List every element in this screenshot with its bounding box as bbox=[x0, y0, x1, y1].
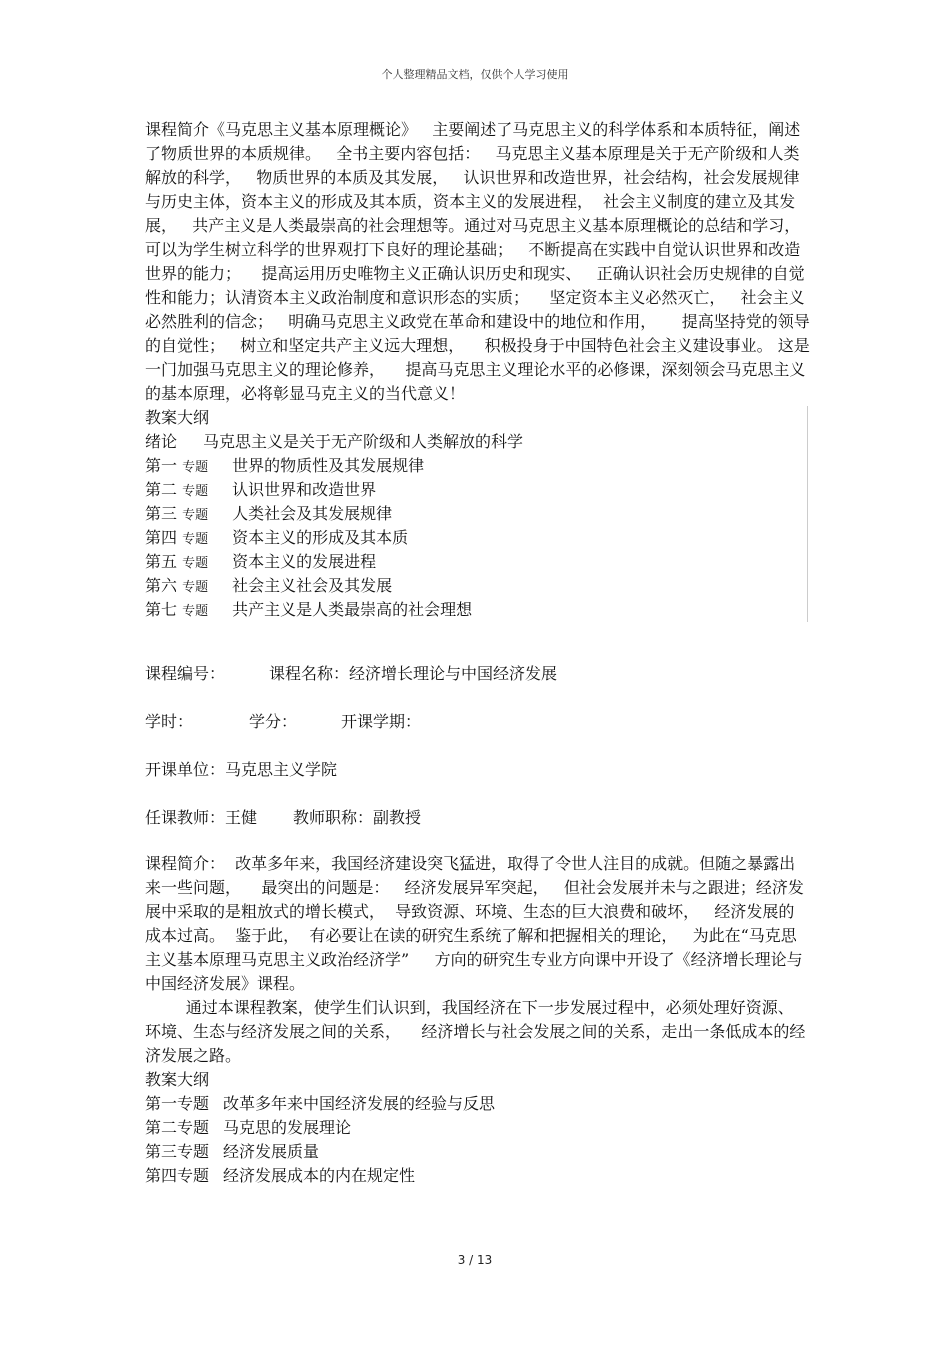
topic-num: 第二专题 bbox=[145, 1118, 210, 1137]
name-value: 经济增长理论与中国经济发展 bbox=[349, 664, 558, 683]
topic-title: 经济发展质量 bbox=[223, 1142, 320, 1161]
topic-num: 第一专题 bbox=[145, 1094, 210, 1113]
topic-title: 共产主义是人类最崇高的社会理想 bbox=[232, 600, 473, 619]
credits-label: 学分： bbox=[249, 712, 298, 731]
topic-word: 专题 bbox=[182, 484, 209, 499]
topic-num: 第三 bbox=[145, 504, 178, 523]
topic-title: 人类社会及其发展规律 bbox=[232, 504, 393, 523]
course2-outline-title: 教案大纲 bbox=[145, 1070, 210, 1089]
course2-teacher-row bbox=[145, 806, 810, 830]
unit-value: 马克思主义学院 bbox=[225, 760, 338, 779]
topic-num: 第二 bbox=[145, 480, 178, 499]
topic-title: 资本主义的发展进程 bbox=[232, 552, 377, 571]
teacher-value: 王健 bbox=[225, 808, 258, 827]
topic-word: 专题 bbox=[182, 556, 209, 571]
topic-word: 专题 bbox=[182, 460, 209, 475]
topic-num: 第一 bbox=[145, 456, 178, 475]
topic-row bbox=[145, 550, 807, 574]
course2-unit-row bbox=[145, 758, 810, 782]
topic-num: 第四 bbox=[145, 528, 178, 547]
teacher-title-label: 教师职称： bbox=[293, 808, 374, 827]
teacher-label: 任课教师： bbox=[145, 808, 226, 827]
page-header: 个人整理精品文档，仅供个人学习使用 bbox=[381, 68, 569, 81]
topic-num: 第四专题 bbox=[145, 1166, 210, 1185]
topic-row bbox=[145, 1116, 810, 1140]
course2-hours-row bbox=[145, 710, 810, 734]
document-body bbox=[145, 118, 826, 1188]
topic-row bbox=[145, 502, 807, 526]
topic-num: 第七 bbox=[145, 600, 178, 619]
topic-num: 第六 bbox=[145, 576, 178, 595]
course1-outline bbox=[145, 406, 808, 622]
topic-row bbox=[145, 574, 807, 598]
topic-row bbox=[145, 1092, 810, 1116]
code-label: 课程编号： bbox=[145, 664, 226, 683]
teacher-title-value: 副教授 bbox=[373, 808, 422, 827]
topic-num: 第五 bbox=[145, 552, 178, 571]
unit-label: 开课单位： bbox=[145, 760, 226, 779]
topic-title: 社会主义社会及其发展 bbox=[232, 576, 393, 595]
course1-outline-title: 教案大纲 bbox=[145, 408, 210, 427]
topic-word: 专题 bbox=[182, 532, 209, 547]
topic-row bbox=[145, 478, 807, 502]
topic-title: 认识世界和改造世界 bbox=[232, 480, 377, 499]
topic-row bbox=[145, 1140, 810, 1164]
intro-title: 马克思主义是关于无产阶级和人类解放的科学 bbox=[203, 432, 524, 451]
topic-title: 经济发展成本的内在规定性 bbox=[223, 1166, 416, 1185]
topic-row bbox=[145, 526, 807, 550]
topic-title: 资本主义的形成及其本质 bbox=[232, 528, 409, 547]
page-number: 3 / 13 bbox=[457, 1253, 493, 1267]
topic-title: 改革多年来中国经济发展的经验与反思 bbox=[223, 1094, 496, 1113]
topic-row bbox=[145, 598, 807, 622]
topic-row bbox=[145, 454, 807, 478]
topic-num: 第三专题 bbox=[145, 1142, 210, 1161]
course2-intro: 课程简介： 改革多年来，我国经济建设突飞猛进，取得了令世人注目的成就。但随之暴露出来一些问题， 最突出的问题是： 经济发展异军突起， 但社会发展并未与之跟进；经济发展中采取的是粗放式的增长模式， 导致资源、环境、生态的巨大浪费和破坏， 经济发展的成本过高。 鉴于此， 有必要让在读的研究生系统了解和把握相关的理论， 为此在“马克思主义基本原理马克思主义政治经济学” 方向的研究生专业方向课中开设了《经济增长理论与中国经济发展》课程。 bbox=[145, 854, 804, 993]
course2-code-row bbox=[145, 662, 810, 686]
course1-intro-line bbox=[145, 430, 807, 454]
name-label: 课程名称： bbox=[269, 664, 350, 683]
course1-intro: 课程简介《马克思主义基本原理概论》 主要阐述了马克思主义的科学体系和本质特征，阐述了物质世界的本质规律。 全书主要内容包括： 马克思主义基本原理是关于无产阶级和人类解放的科学， 物质世界的本质及其发展， 认识世界和改造世界，社会结构，社会发展规律与历史主体，资本主义的形成及其本质，资本主义的发展进程， 社会主义制度的建立及其发展， 共产主义是人类最崇高的社会理想等。通过对马克思主义基本原理概论的总结和学习， 可以为学生树立科学的世界观打下良好的理论基础； 不断提高在实践中自觉认识世界和改造世界的能力； 提高运用历史唯物主义正确认识历史和现实、 正确认识社会历史规律的自觉性和能力；认清资本主义政治制度和意识形态的实质； 坚定资本主义必然灭亡， 社会主义必然胜利的信念； 明确马克思主义政党在革命和建设中的地位和作用， 提高坚持党的领导的自觉性； 树立和坚定共产主义远大理想， 积极投身于中国特色社会主义建设事业。 这是一门加强马克思主义的理论修养， 提高马克思主义理论水平的必修课，深刻领会马克思主义的基本原理，必将彰显马克主义的当代意义！ bbox=[145, 120, 826, 403]
hours-label: 学时： bbox=[145, 712, 194, 731]
semester-label: 开课学期： bbox=[341, 712, 422, 731]
topic-word: 专题 bbox=[182, 508, 209, 523]
topic-row bbox=[145, 1164, 810, 1188]
intro-label: 绪论 bbox=[145, 432, 178, 451]
course2-intro2: 通过本课程教案，使学生们认识到，我国经济在下一步发展过程中，必须处理好资源、 环境、生态与经济发展之间的关系， 经济增长与社会发展之间的关系，走出一条低成本的经济发展之路。 bbox=[145, 998, 806, 1065]
topic-word: 专题 bbox=[182, 580, 209, 595]
topic-title: 世界的物质性及其发展规律 bbox=[232, 456, 425, 475]
topic-word: 专题 bbox=[182, 604, 209, 619]
topic-title: 马克思的发展理论 bbox=[223, 1118, 352, 1137]
